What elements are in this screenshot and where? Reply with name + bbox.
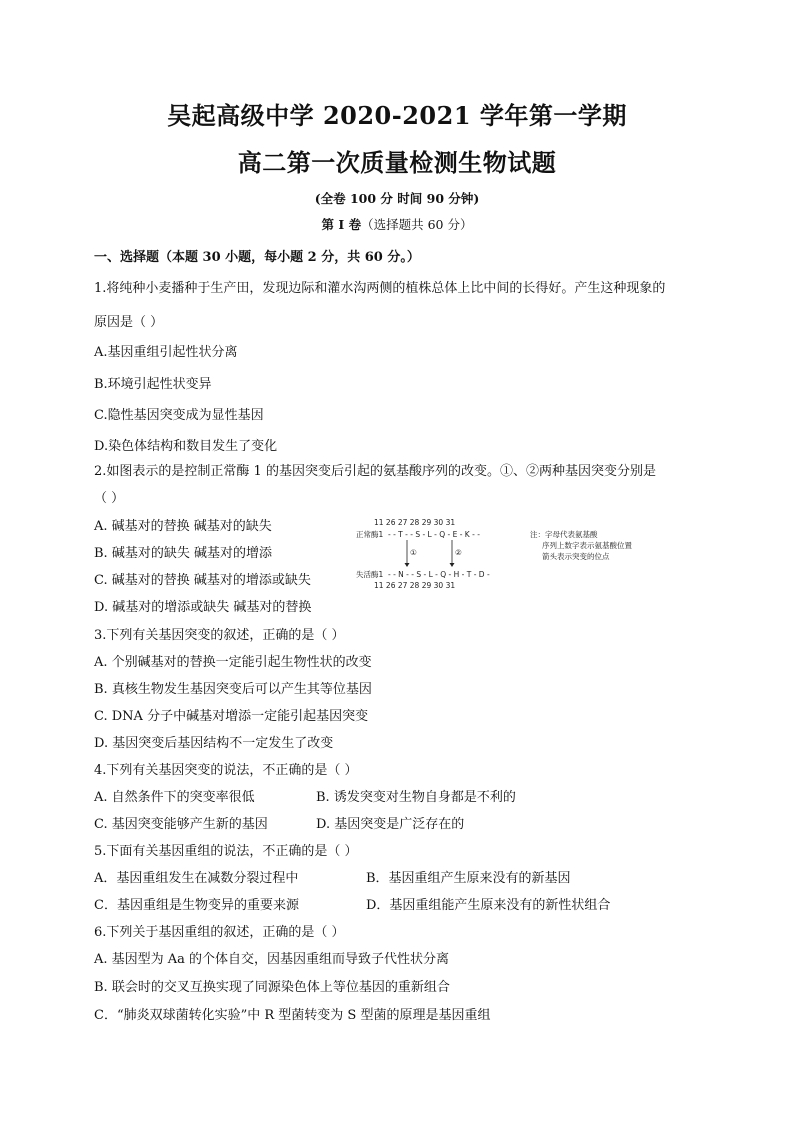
diagram-mutant-sequence: - - N - - S - L - Q - H - T - D - (388, 570, 490, 579)
q6-option-c: C．“肺炎双球菌转化实验”中 R 型菌转变为 S 型菌的原理是基因重组 (94, 1008, 491, 1023)
q3-stem: 3.下列有关基因突变的叙述，正确的是（ ） (94, 628, 345, 643)
q1-option-d: D.染色体结构和数目发生了变化 (94, 439, 278, 454)
diagram-note-line2: 序列上数字表示氨基酸位置 (542, 541, 632, 550)
q3-option-d: D. 基因突变后基因结构不一定发生了改变 (94, 736, 334, 751)
q3-option-c: C. DNA 分子中碱基对增添一定能引起基因突变 (94, 709, 369, 724)
q2-option-d: D. 碱基对的增添或缺失 碱基对的替换 (94, 600, 312, 615)
diagram-bottom-numbers: 11 26 27 28 29 30 31 (374, 581, 456, 589)
volume-label (0, 215, 794, 233)
amino-acid-sequence-diagram (356, 517, 656, 589)
exam-info: (全卷 100 分 时间 90 分钟) (314, 191, 480, 206)
q4-option-c: C. 基因突变能够产生新的基因 (94, 817, 268, 832)
q2-stem-line1: 2.如图表示的是控制正常酶 1 的基因突变后引起的氨基酸序列的改变。①、②两种基因突变分别是 (94, 464, 656, 479)
mutation-arrow-1-head (405, 563, 410, 567)
q2-option-b: B. 碱基对的缺失 碱基对的增添 (94, 546, 272, 561)
section-heading: 一、选择题（本题 30 小题，每小题 2 分，共 60 分。） (94, 250, 420, 265)
q4-option-a: A. 自然条件下的突变率很低 (94, 790, 255, 805)
mutation-mark-1: ① (410, 548, 417, 557)
q5-option-a: A．基因重组发生在减数分裂过程中 (94, 871, 299, 886)
q6-option-b: B. 联会时的交叉互换实现了同源染色体上等位基因的重新组合 (94, 980, 450, 995)
q5-stem: 5.下面有关基因重组的说法，不正确的是（ ） (94, 844, 358, 859)
q3-option-a: A. 个别碱基对的替换一定能引起生物性状的改变 (94, 655, 372, 670)
exam-title-line1: 吴起高级中学 2020-2021 学年第一学期 (167, 101, 627, 130)
q4-option-b: B. 诱发突变对生物自身都是不利的 (316, 790, 516, 805)
q1-option-b: B.环境引起性状变异 (94, 377, 212, 392)
q5-option-b: B．基因重组产生原来没有的新基因 (366, 871, 571, 886)
q1-option-c: C.隐性基因突变成为显性基因 (94, 408, 264, 423)
diagram-mutant-label: 失活酶1 (356, 570, 384, 579)
volume-label-bold: 第 I 卷 (321, 217, 362, 232)
q4-stem: 4.下列有关基因突变的说法，不正确的是（ ） (94, 763, 358, 778)
volume-label-rest: （选择题共 60 分） (361, 217, 473, 232)
q2-stem-line2: （ ） (94, 491, 125, 506)
q1-option-a: A.基因重组引起性状分离 (94, 345, 238, 360)
q6-stem: 6.下列关于基因重组的叙述，正确的是（ ） (94, 925, 345, 940)
q3-option-b: B. 真核生物发生基因突变后可以产生其等位基因 (94, 682, 372, 697)
q2-option-a: A. 碱基对的替换 碱基对的缺失 (94, 519, 272, 534)
q1-stem-line1: 1.将纯种小麦播种于生产田，发现边际和灌水沟两侧的植株总体上比中间的长得好。产生这种现象的 (94, 281, 666, 296)
q2-option-c: C. 碱基对的替换 碱基对的增添或缺失 (94, 573, 311, 588)
mutation-arrow-2-head (450, 563, 455, 567)
q5-option-c: C．基因重组是生物变异的重要来源 (94, 898, 299, 913)
exam-title-line2: 高二第一次质量检测生物试题 (237, 148, 557, 177)
diagram-note-line3: 箭头表示突变的位点 (542, 552, 610, 561)
q5-option-d: D．基因重组能产生原来没有的新性状组合 (366, 898, 611, 913)
q4-option-d: D. 基因突变是广泛存在的 (316, 817, 465, 832)
diagram-top-numbers: 11 26 27 28 29 30 31 (374, 518, 456, 527)
q1-stem-line2: 原因是（ ） (94, 315, 164, 330)
diagram-normal-sequence: - - T - - S - L - Q - E - K - - (388, 530, 480, 539)
mutation-mark-2: ② (455, 548, 462, 557)
diagram-note-line1: 注：字母代表氨基酸 (530, 530, 598, 539)
diagram-normal-label: 正常酶1 (356, 530, 384, 539)
q6-option-a: A. 基因型为 Aa 的个体自交，因基因重组而导致子代性状分离 (94, 952, 450, 967)
